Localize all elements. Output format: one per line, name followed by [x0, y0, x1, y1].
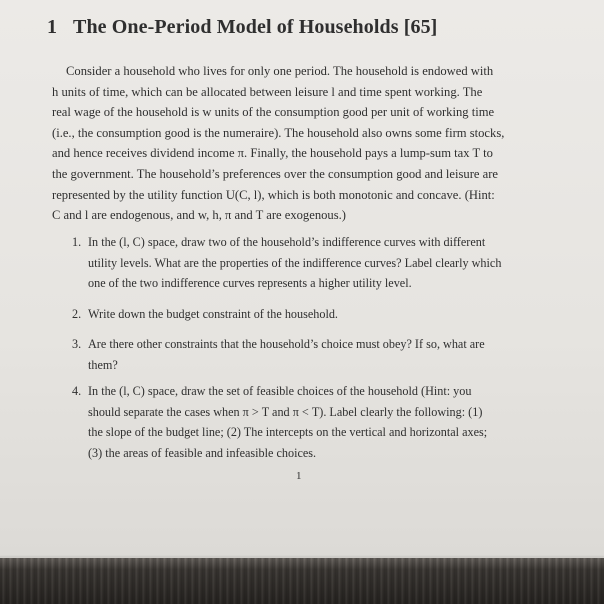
section-number: 1 — [47, 16, 58, 38]
intro-line: Consider a household who lives for only one period. The household is endowed with — [66, 64, 494, 78]
intro-line: the government. The household’s preferences over the consumption good and leisure are — [52, 166, 499, 181]
question-4 — [72, 381, 564, 463]
question-line: them? — [88, 357, 118, 372]
question-number: 4. — [72, 384, 82, 398]
intro-line: (i.e., the consumption good is the numeraire). The household also owns some firm stocks, — [52, 125, 505, 140]
question-1 — [72, 232, 564, 294]
question-line: In the (l, C) space, draw two of the household’s indifference curves with different — [88, 235, 486, 249]
intro-line: h units of time, which can be allocated between leisure l and time spent working. The — [52, 84, 483, 99]
question-line: one of the two indifference curves represents a higher utility level. — [88, 276, 412, 291]
intro-line: represented by the utility function U(C, l), which is both monotonic and concave. (Hint: — [52, 187, 495, 202]
intro-paragraph — [52, 61, 562, 226]
desk-background — [0, 558, 604, 604]
page-number: 1 — [296, 470, 302, 482]
question-line: In the (l, C) space, draw the set of feasible choices of the household (Hint: you — [88, 384, 472, 398]
question-line: Are there other constraints that the household’s choice must obey? If so, what are — [88, 337, 485, 351]
question-line: Write down the budget constraint of the household. — [88, 307, 338, 321]
intro-line: real wage of the household is w units of the consumption good per unit of working time — [52, 105, 495, 120]
intro-line: C and l are endogenous, and w, h, π and T are exogenous.) — [52, 208, 346, 223]
question-line: should separate the cases when π > T and π < T). Label clearly the following: (1) — [88, 404, 483, 419]
question-number: 2. — [72, 307, 82, 321]
question-line: utility levels. What are the properties of the indifference curves? Label clearly which — [88, 255, 502, 270]
intro-line: and hence receives dividend income π. Finally, the household pays a lump-sum tax T to — [52, 146, 493, 161]
section-title: The One-Period Model of Households [65] — [73, 16, 438, 38]
question-number: 3. — [72, 337, 82, 351]
question-3 — [72, 334, 564, 375]
question-line: the slope of the budget line; (2) The intercepts on the vertical and horizontal axes; — [88, 425, 488, 440]
question-line: (3) the areas of feasible and infeasible choices. — [88, 445, 317, 460]
question-2 — [72, 304, 564, 325]
question-number: 1. — [72, 235, 82, 249]
section-heading — [47, 16, 437, 39]
